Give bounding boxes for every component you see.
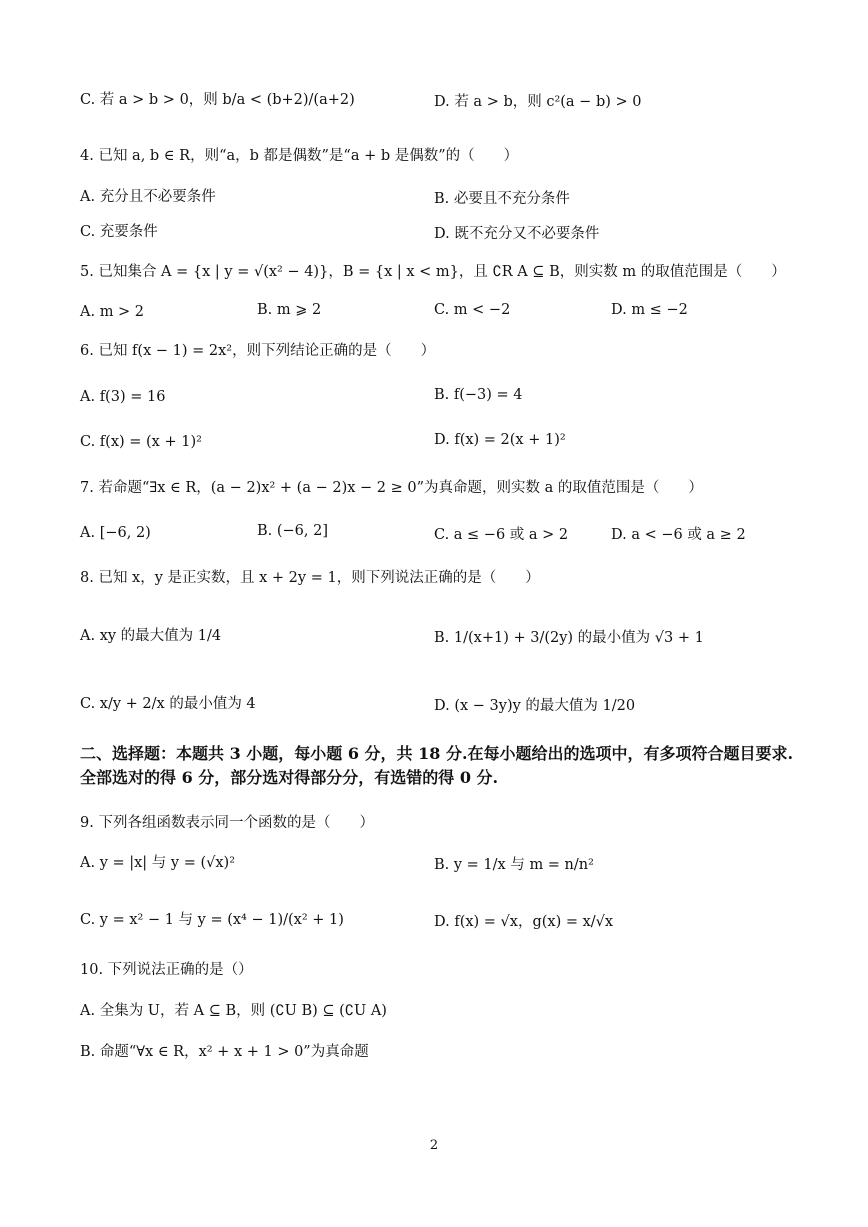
q5-option-b: B. m ⩾ 2 — [257, 302, 322, 318]
q8-stem: 8. 已知 x，y 是正实数，且 x + 2y = 1，则下列说法正确的是（ ） — [80, 570, 540, 586]
q10-option-a: A. 全集为 U，若 A ⊆ B，则 (∁U B) ⊆ (∁U A) — [80, 1003, 387, 1019]
q9-option-c: C. y = x² − 1 与 y = (x⁴ − 1)/(x² + 1) — [80, 912, 344, 928]
q5-option-a: A. m > 2 — [80, 304, 145, 320]
q7-stem: 7. 若命题“∃x ∈ R，(a − 2)x² + (a − 2)x − 2 ≥ 0”为真命题，则实数 a 的取值范围是（ ） — [80, 480, 703, 496]
q8-option-b: B. 1/(x+1) + 3/(2y) 的最小值为 √3 + 1 — [434, 630, 704, 646]
q9-stem: 9. 下列各组函数表示同一个函数的是（ ） — [80, 815, 374, 831]
q9-option-a: A. y = |x| 与 y = (√x)² — [80, 855, 236, 871]
q4-option-b: B. 必要且不充分条件 — [434, 191, 570, 207]
q8-option-c: C. x/y + 2/x 的最小值为 4 — [80, 696, 256, 712]
q6-option-c: C. f(x) = (x + 1)² — [80, 434, 202, 450]
q5-option-d: D. m ≤ −2 — [611, 302, 688, 318]
q6-stem: 6. 已知 f(x − 1) = 2x²，则下列结论正确的是（ ） — [80, 343, 436, 359]
q8-option-d: D. (x − 3y)y 的最大值为 1/20 — [434, 698, 636, 714]
q7-option-d: D. a < −6 或 a ≥ 2 — [611, 527, 746, 543]
q7-option-a: A. [−6, 2) — [80, 525, 151, 541]
q4-option-d: D. 既不充分又不必要条件 — [434, 226, 600, 242]
q10-option-b: B. 命题“∀x ∈ R，x² + x + 1 > 0”为真命题 — [80, 1044, 369, 1060]
section-2-heading: 二、选择题：本题共 3 小题，每小题 6 分，共 18 分.在每小题给出的选项中，有多项符合题目要求.全部选对的得 6 分，部分选对得部分分，有选错的得 0 分. — [80, 744, 794, 787]
q10-stem: 10. 下列说法正确的是（） — [80, 962, 253, 978]
q3-option-d: D. 若 a > b，则 c²(a − b) > 0 — [434, 94, 642, 110]
page-number: 2 — [429, 1138, 439, 1153]
q5-stem: 5. 已知集合 A = {x | y = √(x² − 4)}，B = {x | x < m}，且 ∁R A ⊆ B，则实数 m 的取值范围是（ ） — [80, 264, 786, 280]
q7-option-c: C. a ≤ −6 或 a > 2 — [434, 527, 569, 543]
q6-option-a: A. f(3) = 16 — [80, 389, 166, 405]
q3-option-c: C. 若 a > b > 0，则 b/a < (b+2)/(a+2) — [80, 92, 355, 108]
q6-option-b: B. f(−3) = 4 — [434, 387, 523, 403]
q9-option-d: D. f(x) = √x，g(x) = x/√x — [434, 914, 614, 930]
q4-stem: 4. 已知 a, b ∈ R，则“a，b 都是偶数”是“a + b 是偶数”的（ ） — [80, 148, 519, 164]
q5-option-c: C. m < −2 — [434, 302, 511, 318]
q4-option-c: C. 充要条件 — [80, 224, 158, 240]
q7-option-b: B. (−6, 2] — [257, 523, 329, 539]
q9-option-b: B. y = 1/x 与 m = n/n² — [434, 857, 594, 873]
q4-option-a: A. 充分且不必要条件 — [80, 189, 216, 205]
q6-option-d: D. f(x) = 2(x + 1)² — [434, 432, 566, 448]
q8-option-a: A. xy 的最大值为 1/4 — [80, 628, 222, 644]
